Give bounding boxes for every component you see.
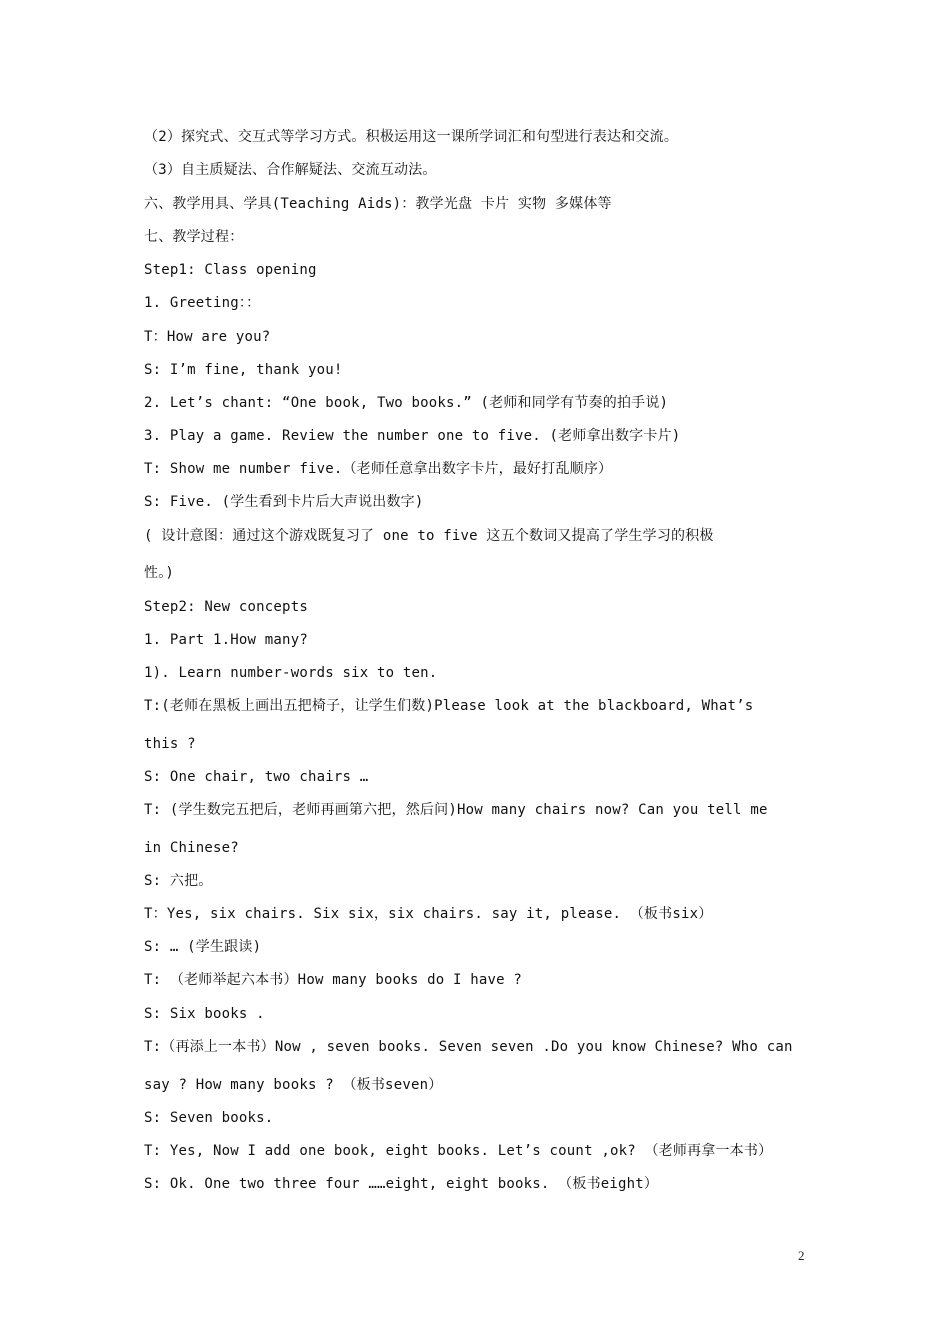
section-heading-teaching-aids: 六、教学用具、学具(Teaching Aids)：教学光盘 卡片 实物 多媒体等 [144, 196, 612, 212]
text-line: this ? [144, 736, 196, 752]
text-line: T：How are you? [144, 329, 271, 345]
text-line: 1. Part 1.How many? [144, 632, 308, 648]
page-number: 2 [798, 1248, 805, 1263]
text-line: T: （老师举起六本书）How many books do I have ? [144, 972, 523, 988]
text-line: 1. Greeting：： [144, 295, 261, 311]
text-line: 3. Play a game. Review the number one to five. (老师拿出数字卡片) [144, 428, 681, 444]
text-line: T: Show me number five.（老师任意拿出数字卡片，最好打乱顺序） [144, 461, 613, 477]
text-line: 2. Let’s chant: “One book, Two books.” (老师和同学有节奏的拍手说) [144, 395, 669, 411]
text-line: T: Yes, Now I add one book, eight books. Let’s count ,ok? （老师再拿一本书） [144, 1143, 773, 1159]
text-line: T:（再添上一本书）Now , seven books. Seven seven .Do you know Chinese? Who can [144, 1039, 793, 1055]
text-line-methods-3: （3）自主质疑法、合作解疑法、交流互动法。 [144, 162, 437, 178]
text-line: S: One chair, two chairs … [144, 769, 369, 785]
text-line: S: I’m fine, thank you! [144, 362, 343, 378]
text-line: S: Seven books. [144, 1110, 274, 1126]
text-line: S: 六把。 [144, 873, 213, 889]
text-line: T：Yes, six chairs. Six six，six chairs. say it, please. （板书six） [144, 906, 713, 922]
text-line: S: Six books . [144, 1006, 265, 1022]
section-heading-teaching-process: 七、教学过程： [144, 229, 244, 245]
step1-heading: Step1: Class opening [144, 262, 317, 278]
text-line: T:(老师在黑板上画出五把椅子，让学生们数)Please look at the blackboard, What’s [144, 698, 754, 714]
text-line: say ? How many books ? （板书seven） [144, 1077, 443, 1093]
text-line: S: … (学生跟读) [144, 939, 262, 955]
design-intent-line: ( 设计意图：通过这个游戏既复习了 one to five 这五个数词又提高了学生学习的积极 [144, 528, 714, 544]
text-line: in Chinese? [144, 840, 239, 856]
text-line: 1). Learn number-words six to ten. [144, 665, 438, 681]
text-line: S: Ok. One two three four ……eight, eight books. （板书eight） [144, 1176, 659, 1192]
text-line: S: Five. (学生看到卡片后大声说出数字) [144, 494, 424, 510]
step2-heading: Step2: New concepts [144, 599, 308, 615]
design-intent-line-cont: 性。) [144, 565, 175, 581]
text-line-methods-2: （2）探究式、交互式等学习方式。积极运用这一课所学词汇和句型进行表达和交流。 [144, 129, 679, 145]
text-line: T: (学生数完五把后，老师再画第六把，然后问)How many chairs now? Can you tell me [144, 802, 768, 818]
